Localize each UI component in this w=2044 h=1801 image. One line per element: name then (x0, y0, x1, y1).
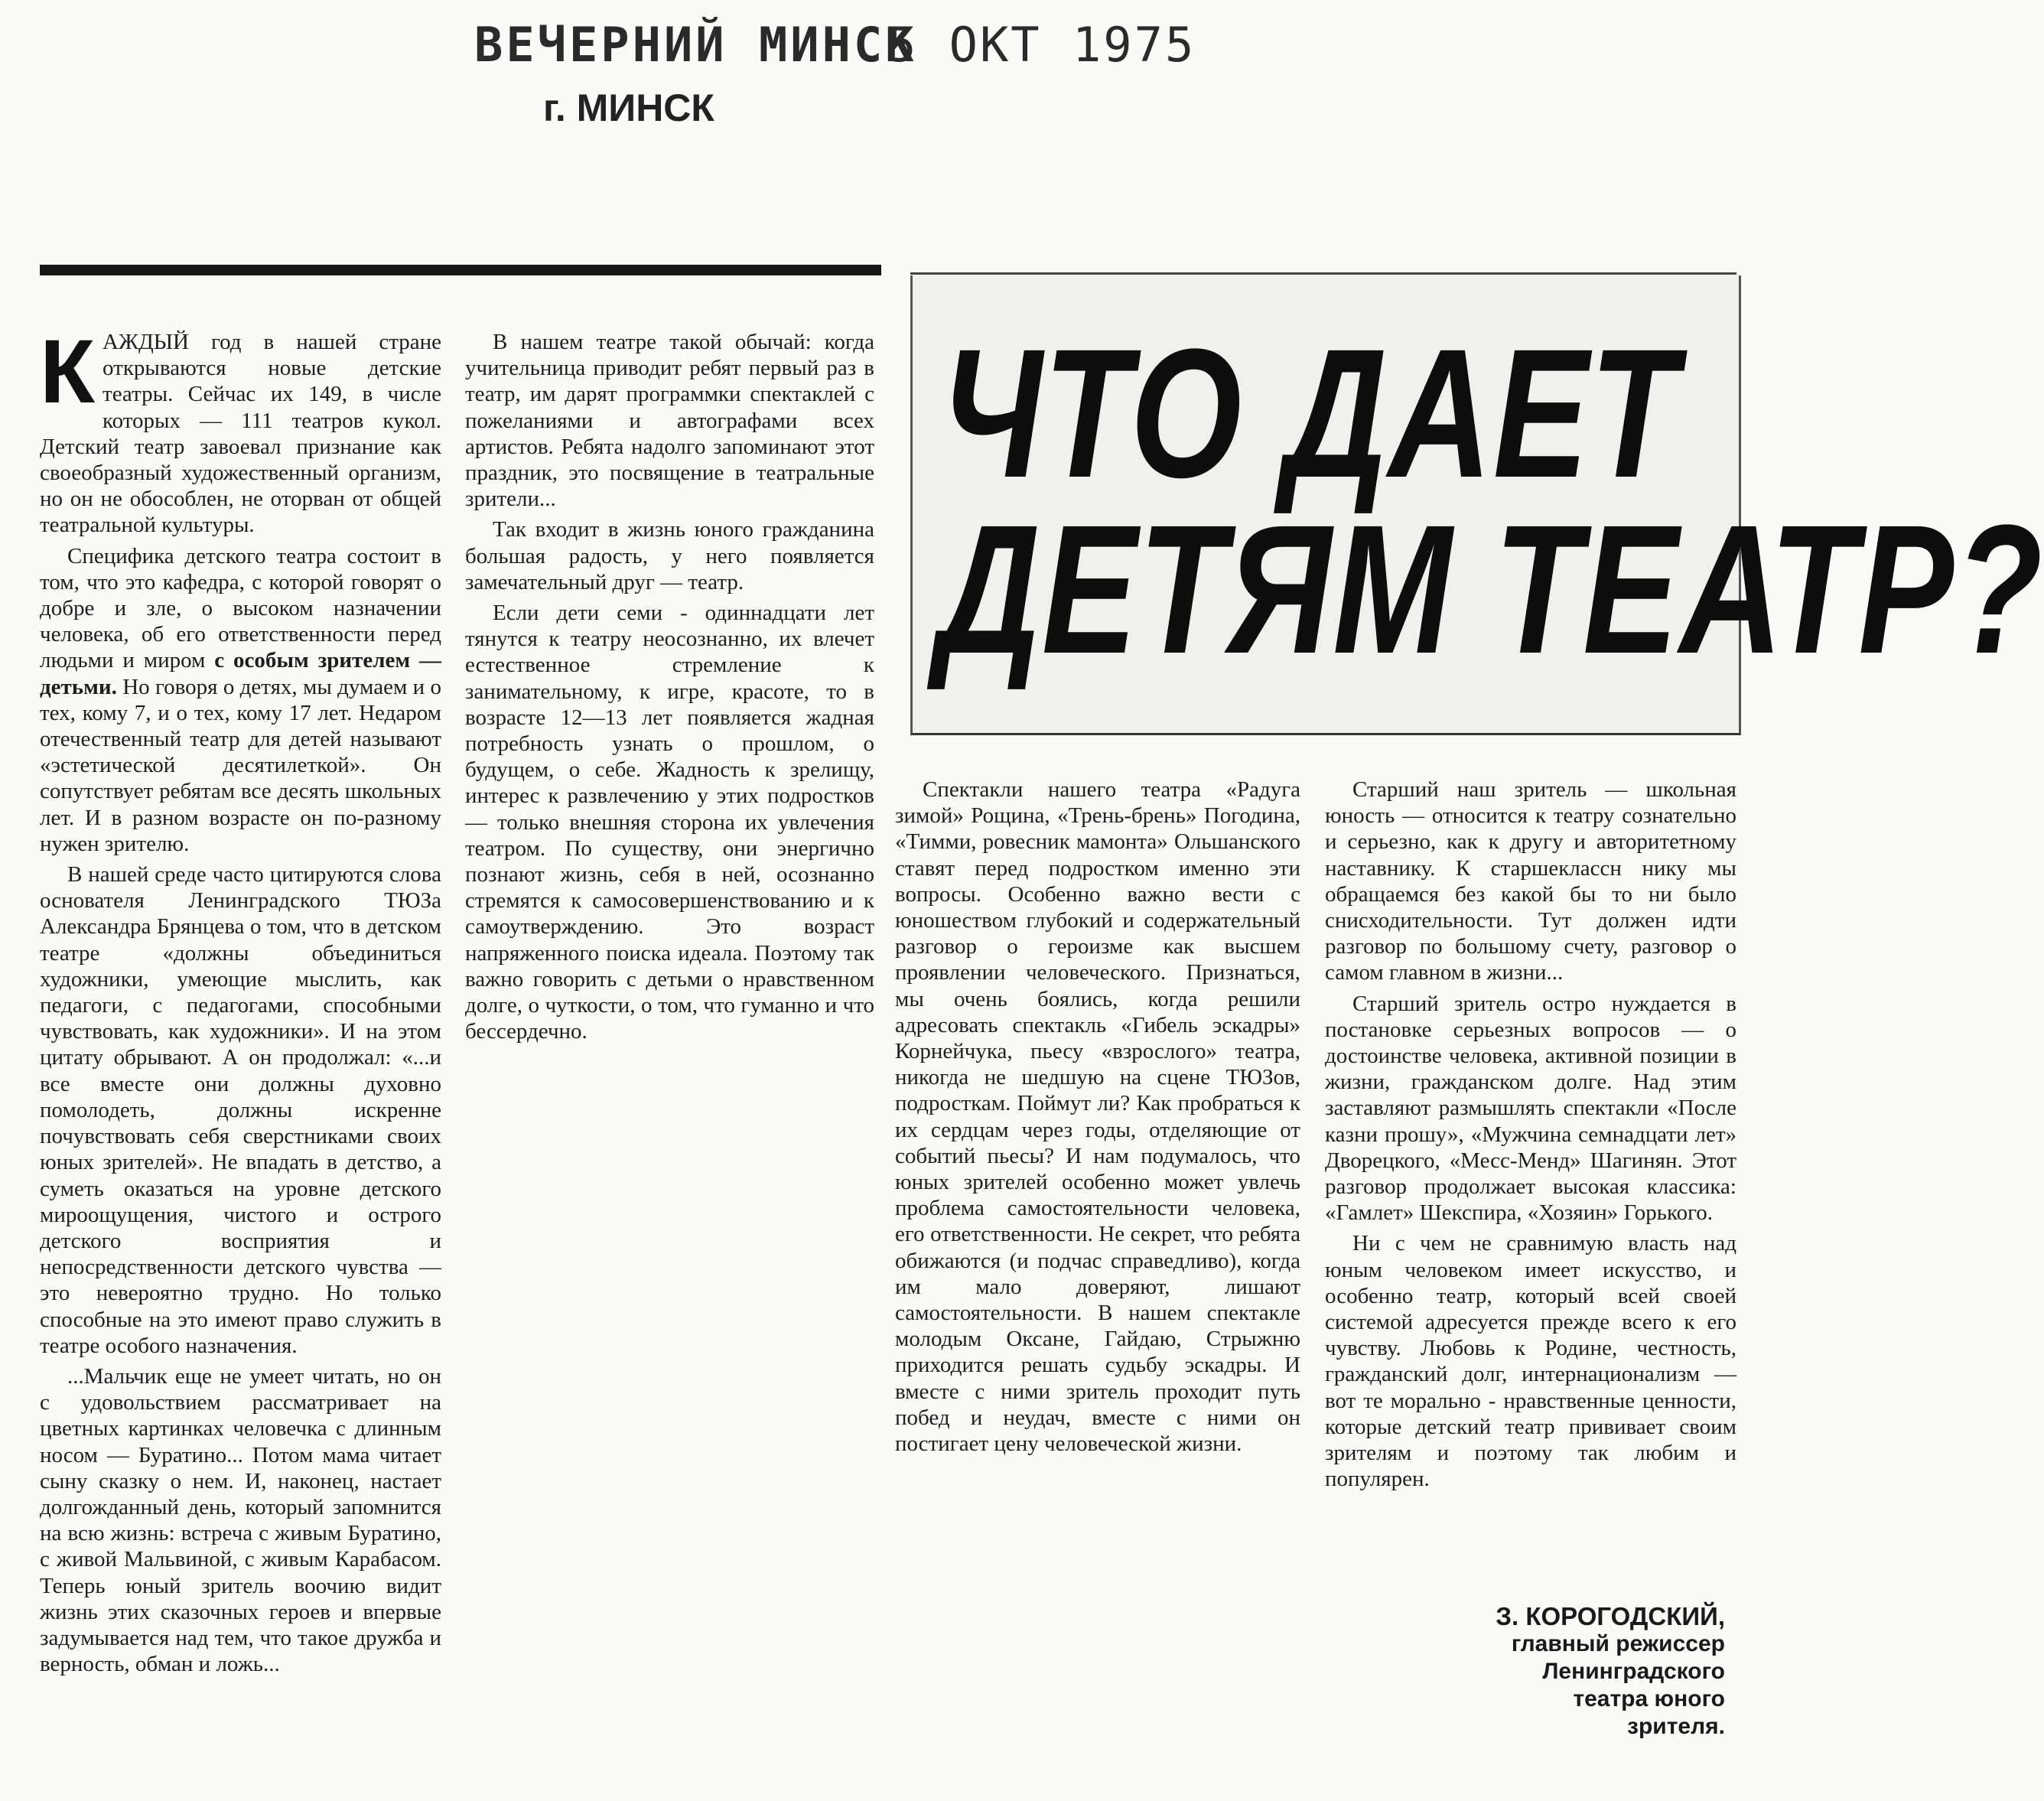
headline-top-rule (910, 272, 1736, 275)
headline-line-2: ДЕТЯМ ТЕАТР? (937, 487, 2044, 692)
author-name: З. КОРОГОДСКИЙ, (1496, 1602, 1725, 1630)
article-column-2 (465, 329, 874, 1049)
city-stamp: г. МИНСК (543, 86, 714, 129)
author-signature (1496, 1603, 1725, 1741)
paragraph-text: Специфика детского театра состоит в том, что это кафедра, с которой говорят о добре и зле, о высоком назначении человека, об его ответственности перед людьми и миром (40, 543, 441, 673)
article-column-1 (40, 321, 441, 1682)
article-paragraph: Старший наш зритель — школьная юность — относится к театру сознательно и серьезно, как к другу и авторитетному наставнику. К старшеклассн нику мы обращаемся без какой бы то ни было снисходительности. Тут должен идти разговор по большому счету, разговор о самом главном в жизни... (1325, 777, 1736, 985)
article-paragraph: Ни с чем не сравнимую власть над юным человеком имеет искусство, и особенно театр, который всей своей системой адресуется прежде всего к его чувству. Любовь к Родине, честность, гражданский долг, интернационализм — вот те морально - нравственные ценности, которые детский театр прививает своим зрителям и поэтому так любим и популярен. (1325, 1231, 1736, 1492)
article-paragraph (40, 543, 441, 857)
article-column-4 (1325, 777, 1736, 1496)
author-title: театра юного (1573, 1686, 1725, 1711)
author-title: Ленинградского (1542, 1659, 1725, 1684)
article-paragraph: Если дети семи - одиннадцати лет тянутся к театру неосознанно, их влечет естественное стремление к занимательному, к игре, красоте, то в возрасте 12—13 лет появляется жадная потребность узнать о прошлом, о будущем, о себе. Жадность к зрелищу, интерес к развлечению у этих подростков — только внешняя сторона их увлечения театром. По существу, они энергично познают жизнь, себя в ней, осознанно стремятся к самосовершенствованию и к самоутверждению. Это возраст напряженного поиска идеала. Поэтому так важно говорить с детьми о нравственном долге, о чуткости, о том, что гуманно и что бессердечно. (465, 601, 874, 1044)
headline-line-1: ЧТО ДАЕТ (941, 311, 1679, 516)
paragraph-text: АЖДЫЙ год в нашей стране открываются новые детские театры. Сейчас их 149, в числе которых — 111 театров кукол. Детский театр завоевал признание как своеобразный художественный организм, но он не обособлен, не оторван от общей театральной культуры. (40, 330, 441, 538)
article-paragraph (40, 321, 441, 539)
top-rule (40, 265, 881, 275)
drop-cap: К (40, 321, 96, 422)
emphasis-text: с особым зрителем — детьми. (40, 648, 441, 699)
article-paragraph: Старший зритель остро нуждается в постановке серьезных вопросов — о достоинстве человека, активной позиции в жизни, гражданском долге. Над этим заставляют размышлять спектакли «После казни прошу», «Мужчина семнадцати лет» Дворецкого, «Месс-Менд» Шагинян. Этот разговор продолжает высокая классика: «Гамлет» Шекспира, «Хозяин» Горького. (1325, 991, 1736, 1226)
article-paragraph: В нашем театре такой обычай: когда учительница приводит ребят первый раз в театр, им дарят программки спектаклей с пожеланиями и автографами всех артистов. Ребята надолго запоминают этот праздник, это посвящение в театральные зрители... (465, 330, 874, 512)
newspaper-name-stamp: ВЕЧЕРНИЙ МИНСК (474, 17, 917, 73)
article-column-3 (895, 777, 1300, 1461)
article-paragraph: Спектакли нашего театра «Радуга зимой» Рощина, «Трень-брень» Погодина, «Тимми, ровесник мамонта» Ольшанского ставят перед подростком именно эти вопросы. Особенно важно вести с юношеством глубокий и содержательный разговор о героизме как высшем проявлении человеческого. Признаться, мы очень боялись, когда решили адресовать спектакль «Гибель эскадры» Корнейчука, пьесу «взрослого» театра, никогда не шедшую на сцене ТЮЗов, подросткам. Поймут ли? Как пробраться к их сердцам через годы, отделяющие от событий пьесы? И нам подумалось, что юных зрителей особенно может увлечь проблема самостоятельности человека, его ответственности. Не секрет, что ребята обижаются (и подчас справедливо), когда им мало доверяют, лишают самостоятельности. В нашем спектакле молодым Оксане, Гайдаю, Стрыжню приходится решать судьбу эскадры. И вместе с ними зритель проходит путь побед и неудач, вместе с ними он постигает цену человеческой жизни. (895, 777, 1300, 1457)
article-paragraph: В нашей среде часто цитируются слова основателя Ленинградского ТЮЗа Александра Брянцева о том, что в детском театре «должны объединиться художники, умеющие мыслить, как педагоги, с педагогами, способными чувствовать, как художники». И на этом цитату обрывают. А он продолжал: «...и все вместе они должны духовно помолодеть, должны искренне почувствовать себя сверстниками своих юных зрителей». Не впадать в детство, а суметь оказаться на уровне детского мироощущения, чистого и острого детского восприятия и непосредственности детского чувства — это невероятно трудно. Но только способные на это имеют право служить в театре особого назначения. (40, 862, 441, 1358)
paragraph-text: Но говоря о детях, мы думаем и о тех, кому 7, и о тех, кому 17 лет. Недаром отечественный театр для детей называют «эстетической десятилеткой». Он сопутствует ребятам все десять школьных лет. И в разном возрасте он по-разному нужен зрителю. (40, 674, 441, 856)
article-paragraph: ...Мальчик еще не умеет читать, но он с удовольствием рассматривает на цветных картинках человечка с длинным носом — Буратино... Потом мама читает сыну сказку о нем. И, наконец, настает долгожданный день, который запомнится на всю жизнь: встреча с живым Буратино, с живой Мальвиной, с живым Карабасом. Теперь юный зритель воочию видит жизнь этих сказочных героев и впервые задумывается над тем, что такое дружба и верность, обман и ложь... (40, 1363, 441, 1677)
date-stamp: 5 ОКТ 1975 (887, 17, 1196, 73)
author-title: главный режиссер (1511, 1631, 1725, 1656)
author-title: зрителя. (1627, 1714, 1725, 1739)
article-paragraph: Так входит в жизнь юного гражданина большая радость, у него появляется замечательный друг — театр. (465, 517, 874, 594)
